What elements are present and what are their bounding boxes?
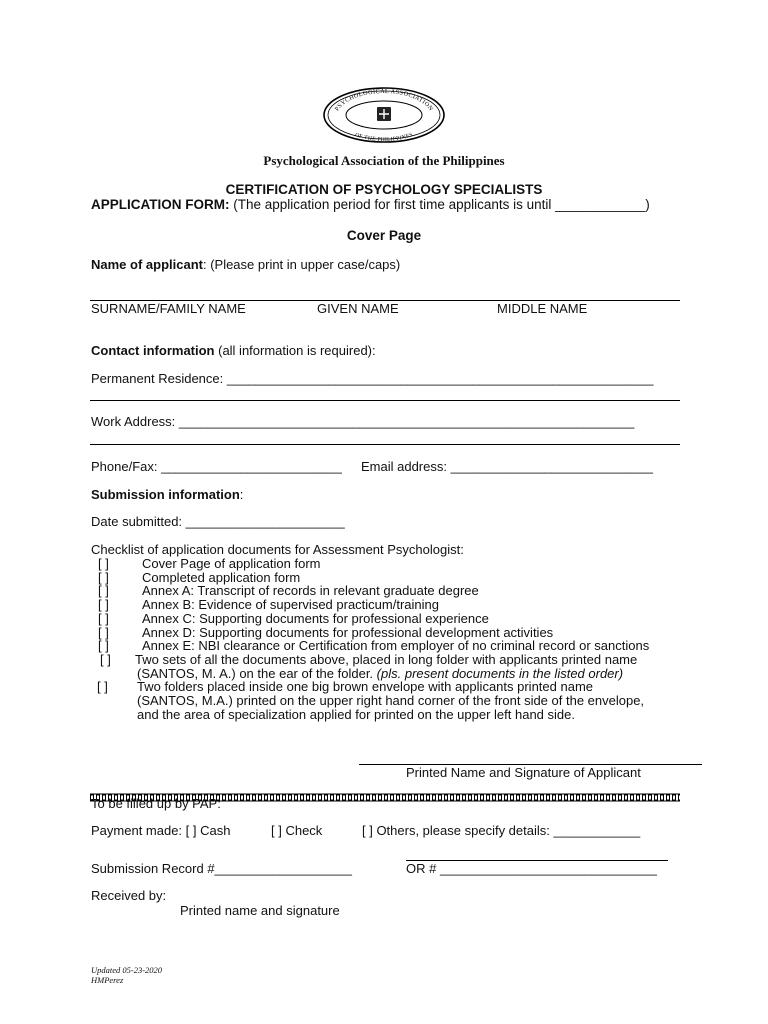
checklist-item-text: (SANTOS, M.A.) printed on the upper right hand corner of the front side of the envelope, xyxy=(137,693,645,709)
received-by-signature-caption: Printed name and signature xyxy=(180,903,340,918)
work-address-field[interactable]: Work Address: _______________________________________________________________ xyxy=(91,414,635,429)
checklist-item-text: Two sets of all the documents above, placed in long folder with applicants printed name xyxy=(135,651,638,667)
checklist-item-text: Cover Page of application form xyxy=(142,556,321,571)
submission-info-heading xyxy=(91,488,243,502)
checkbox[interactable]: [ ] xyxy=(98,569,109,585)
checklist xyxy=(98,557,649,721)
footer-author: HMPerez xyxy=(91,975,124,985)
payment-others-option[interactable]: [ ] Others, please specify details: ____________ xyxy=(362,823,641,838)
checklist-item-text: Completed application form xyxy=(142,569,301,585)
checklist-order-note: (pls. present documents in the listed order) xyxy=(376,665,624,681)
logo-text-bottom: OF THE PHILIPPINES xyxy=(354,131,414,144)
checklist-item-text: Annex E: NBI clearance or Certification from employer of no criminal record or sanctions xyxy=(142,638,650,654)
form-title: CERTIFICATION OF PSYCHOLOGY SPECIALISTS xyxy=(225,182,543,197)
checkbox[interactable]: [ ] xyxy=(98,556,109,571)
association-name: Psychological Association of the Philippines xyxy=(263,153,505,168)
checklist-title: Checklist of application documents for Assessment Psychologist: xyxy=(91,542,464,557)
application-form-label: APPLICATION FORM: xyxy=(91,197,230,212)
phone-fax-field[interactable]: Phone/Fax: _________________________ xyxy=(91,459,342,474)
submission-info-label: Submission information xyxy=(91,487,240,502)
checklist-item-text: (SANTOS, M. A.) on the ear of the folder. xyxy=(137,665,374,681)
email-address-field[interactable]: Email address: ____________________________ xyxy=(361,459,654,474)
application-period-note: (The application period for first time applicants is until ____________) xyxy=(233,197,650,212)
applicant-signature-caption: Printed Name and Signature of Applicant xyxy=(406,765,641,780)
applicant-name-note: : (Please print in upper case/caps) xyxy=(202,257,401,272)
contact-info-prompt xyxy=(91,344,376,358)
footer-updated: Updated 05-23-2020 xyxy=(91,965,163,975)
association-seal-icon xyxy=(322,86,446,144)
checklist-item-text: and the area of specialization applied for printed on the upper left hand side. xyxy=(137,706,575,722)
checkbox[interactable]: [ ] xyxy=(100,651,111,667)
checkbox[interactable]: [ ] xyxy=(98,583,109,599)
checklist-item[interactable] xyxy=(98,612,649,626)
checklist-item-text: Annex B: Evidence of supervised practicum/training xyxy=(142,597,439,613)
payment-cash-option[interactable]: Payment made: [ ] Cash xyxy=(91,823,231,838)
surname-label: SURNAME/FAMILY NAME xyxy=(91,301,246,316)
payment-check-option[interactable]: [ ] Check xyxy=(271,823,323,838)
checklist-item[interactable] xyxy=(98,557,649,571)
or-number-field[interactable]: OR # ______________________________ xyxy=(406,861,657,876)
contact-info-label: Contact information xyxy=(91,343,215,358)
checkbox[interactable]: [ ] xyxy=(98,624,109,640)
checkbox[interactable]: [ ] xyxy=(98,638,109,654)
logo-text-top: PSYCHOLOGICAL ASSOCIATION xyxy=(333,87,435,113)
checklist-item[interactable] xyxy=(98,626,649,640)
date-submitted-field[interactable]: Date submitted: ______________________ xyxy=(91,514,345,529)
checklist-item-folders[interactable] xyxy=(100,653,649,680)
checklist-item-text: Two folders placed inside one big brown envelope with applicants printed name xyxy=(137,679,594,695)
checklist-item[interactable] xyxy=(98,639,649,653)
contact-info-note: (all information is required): xyxy=(214,343,376,358)
given-name-label: GIVEN NAME xyxy=(317,301,399,316)
application-form-line xyxy=(91,198,650,212)
applicant-name-label: Name of applicant xyxy=(91,257,203,272)
applicant-name-prompt xyxy=(91,258,400,272)
svg-text:OF THE PHILIPPINES xyxy=(354,132,414,143)
cover-page-heading: Cover Page xyxy=(346,228,422,243)
checkbox[interactable]: [ ] xyxy=(98,597,109,613)
middle-name-label: MIDDLE NAME xyxy=(497,301,588,316)
submission-record-field[interactable]: Submission Record #___________________ xyxy=(91,861,352,876)
submission-info-colon: : xyxy=(239,487,244,502)
checklist-item-text: Annex C: Supporting documents for professional experience xyxy=(142,610,489,626)
permanent-residence-field[interactable]: Permanent Residence: ___________________________________________________________ xyxy=(91,371,654,386)
checklist-item-envelope[interactable] xyxy=(97,680,649,721)
checklist-item[interactable] xyxy=(98,598,649,612)
checklist-item-text: Annex A: Transcript of records in relevant graduate degree xyxy=(142,583,479,599)
work-address-continuation-line[interactable] xyxy=(90,444,680,445)
residence-continuation-line[interactable] xyxy=(90,400,680,401)
checklist-item[interactable] xyxy=(98,584,649,598)
checklist-item-text: Annex D: Supporting documents for professional development activities xyxy=(142,624,554,640)
checkbox[interactable]: [ ] xyxy=(98,610,109,626)
checkbox[interactable]: [ ] xyxy=(97,679,108,695)
pap-section-header: To be filled up by PAP: xyxy=(91,796,221,811)
received-by-label: Received by: xyxy=(91,888,167,903)
checklist-item[interactable] xyxy=(98,571,649,585)
